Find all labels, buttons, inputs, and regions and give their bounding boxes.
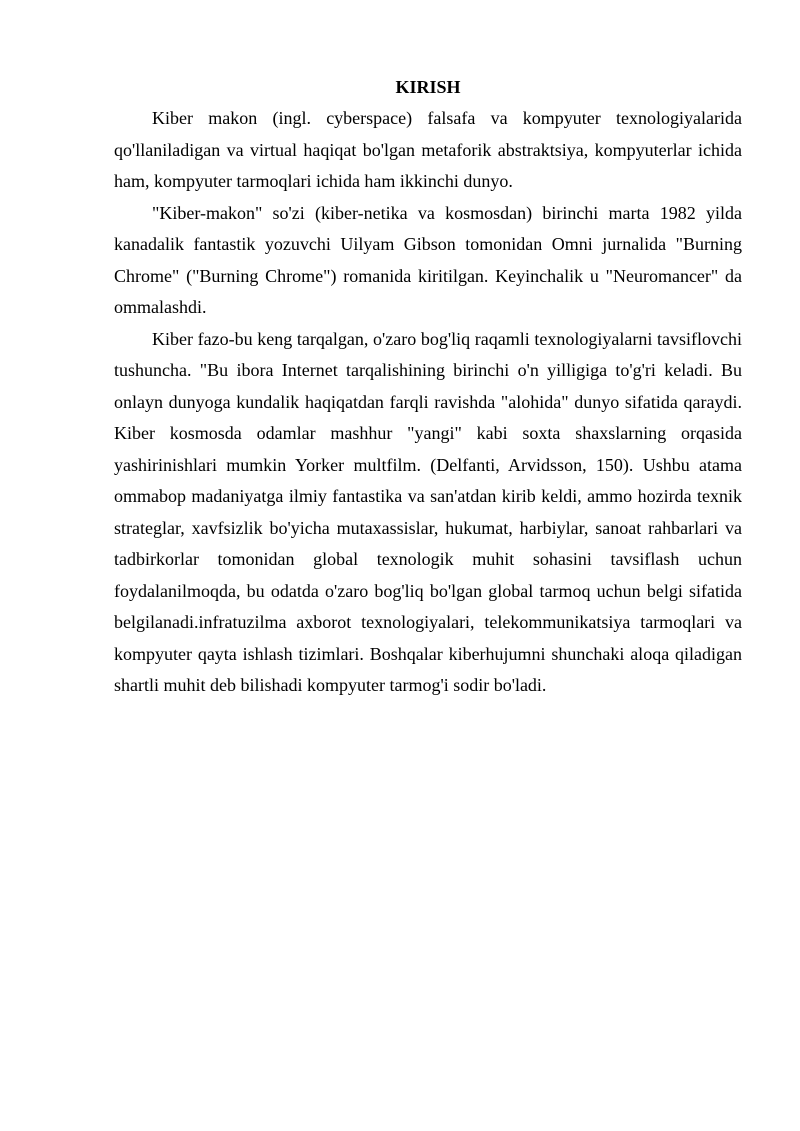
paragraph-origin: "Kiber-makon" so'zi (kiber-netika va kosmosdan) birinchi marta 1982 yilda kanadalik fantastik yozuvchi Uilyam Gibson tomonidan Omni jurnalida "Burning Chrome" ("Burning Chrome") romanida kiritilgan. Keyinchalik u "Neuromancer" da ommalashdi. — [114, 202, 742, 317]
paragraph-definition: Kiber fazo-bu keng tarqalgan, o'zaro bog'liq raqamli texnologiyalarni tavsiflovchi tushuncha. "Bu ibora Internet tarqalishining birinchi o'n yilligiga to'g'ri keladi. Bu onlayn dunyoga kundalik haqiqatdan farqli ravishda "alohida" dunyo sifatida qaraydi. Kiber kosmosda odamlar mashhur "yangi" kabi soxta shaxslarning orqasida yashirinishlari mumkin Yorker multfilm. (Delfanti, Arvidsson, 150). Ushbu atama ommabop madaniyatga ilmiy fantastika va san'atdan kirib keldi, ammo hozirda texnik strateglar, xavfsizlik bo'yicha mutaxassislar, hukumat, harbiylar, sanoat rahbarlari va tadbirkorlar tomonidan global texnologik muhit sohasini tavsiflash uchun foydalanilmoqda, bu odatda o'zaro bog'liq bo'lgan global tarmoq uchun belgi sifatida belgilanadi.infratuzilma axborot texnologiyalari, telekommunikatsiya tarmoqlari va kompyuter qayta ishlash tizimlari. Boshqalar kiberhujumni shunchaki aloqa qiladigan shartli muhit deb bilishadi kompyuter tarmog'i sodir bo'ladi. — [114, 328, 742, 695]
paragraph-intro: Kiber makon (ingl. cyberspace) falsafa va kompyuter texnologiyalarida qo'llaniladigan va virtual haqiqat bo'lgan metaforik abstraktsiya, kompyuterlar ichida ham, kompyuter tarmoqlari ichida ham ikkinchi dunyo. — [114, 108, 742, 191]
document-body — [114, 72, 742, 702]
page-title: KIRISH — [395, 77, 461, 97]
